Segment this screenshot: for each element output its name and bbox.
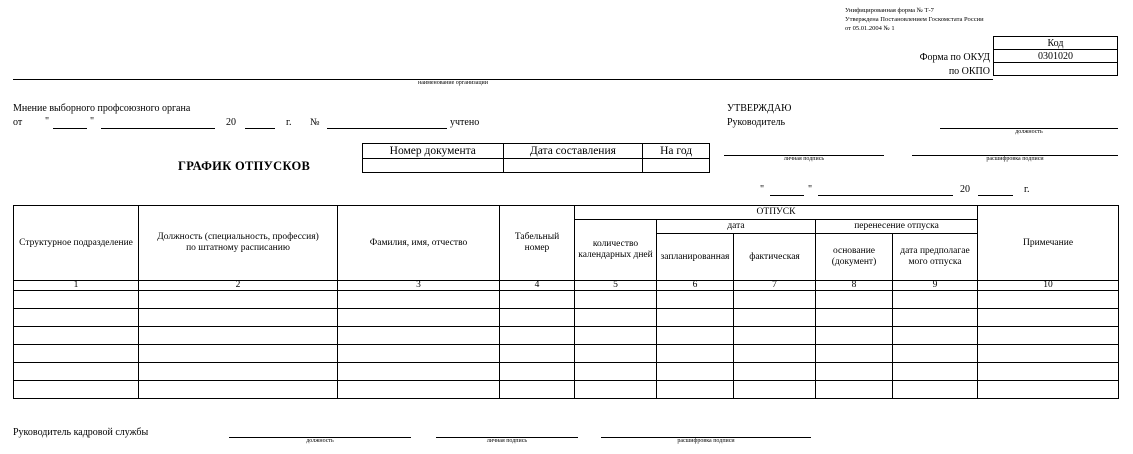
table-cell[interactable]: [338, 381, 500, 399]
code-table: [993, 36, 1118, 76]
col-number: 5: [575, 281, 657, 291]
table-cell[interactable]: [338, 327, 500, 345]
col-header-expected-date: дата предполагаемого отпуска: [893, 234, 978, 281]
col-number: 8: [816, 281, 893, 291]
union-taken-label: учтено: [450, 117, 480, 128]
table-cell[interactable]: [338, 363, 500, 381]
union-number-sign: №: [310, 117, 320, 128]
doc-date-header: Дата составления: [503, 144, 643, 159]
table-cell[interactable]: [500, 345, 575, 363]
table-cell[interactable]: [338, 291, 500, 309]
table-cell[interactable]: [657, 345, 734, 363]
approve-year-prefix: 20: [960, 184, 970, 195]
table-cell[interactable]: [500, 363, 575, 381]
table-cell[interactable]: [816, 309, 893, 327]
table-cell[interactable]: [657, 363, 734, 381]
doc-number-value[interactable]: [363, 159, 504, 173]
union-month-field[interactable]: [101, 128, 215, 129]
doc-date-value[interactable]: [503, 159, 643, 173]
union-opinion-label: Мнение выборного профсоюзного органа: [13, 103, 191, 114]
table-cell[interactable]: [14, 327, 139, 345]
approve-title: УТВЕРЖДАЮ: [727, 103, 792, 114]
table-cell[interactable]: [893, 291, 978, 309]
okpo-label: по ОКПО: [948, 66, 990, 77]
table-cell[interactable]: [978, 363, 1119, 381]
table-cell[interactable]: [500, 327, 575, 345]
table-cell[interactable]: [734, 345, 816, 363]
approve-quote-open: ": [760, 184, 765, 195]
table-cell[interactable]: [338, 345, 500, 363]
table-cell[interactable]: [139, 363, 338, 381]
union-year-prefix: 20: [226, 117, 236, 128]
form-approved-line: Утверждена Постановлением Госкомстата России: [845, 16, 984, 23]
table-cell[interactable]: [816, 291, 893, 309]
table-cell[interactable]: [575, 309, 657, 327]
union-quote-open: ": [45, 116, 50, 127]
table-cell[interactable]: [978, 345, 1119, 363]
table-cell[interactable]: [816, 381, 893, 399]
footer-signature-caption: личная подпись: [486, 438, 528, 444]
table-cell[interactable]: [734, 363, 816, 381]
approve-position-caption: должность: [1015, 129, 1043, 135]
table-cell[interactable]: [139, 381, 338, 399]
vacation-schedule-table: [13, 205, 1119, 399]
col-header-days: количество календарных дней: [575, 220, 657, 281]
table-row: [14, 327, 1119, 345]
union-quote-close: ": [90, 116, 95, 127]
col-number: 6: [657, 281, 734, 291]
approve-year-field[interactable]: [978, 195, 1013, 196]
table-cell[interactable]: [893, 309, 978, 327]
table-cell[interactable]: [338, 309, 500, 327]
table-cell[interactable]: [657, 291, 734, 309]
okud-value[interactable]: 0301020: [994, 50, 1118, 63]
table-cell[interactable]: [14, 291, 139, 309]
col-header-department: Структурное подразделение: [14, 206, 139, 281]
document-info-table: [362, 143, 710, 173]
col-number: 3: [338, 281, 500, 291]
col-number: 1: [14, 281, 139, 291]
table-row: [14, 345, 1119, 363]
col-number: 10: [978, 281, 1119, 291]
union-year-suffix: г.: [286, 117, 292, 128]
table-cell[interactable]: [575, 363, 657, 381]
table-cell[interactable]: [500, 381, 575, 399]
table-cell[interactable]: [575, 291, 657, 309]
col-header-actual: фактическая: [734, 234, 816, 281]
col-header-full-name: Фамилия, имя, отчество: [338, 206, 500, 281]
approve-decode-caption: расшифровка подписи: [986, 156, 1044, 162]
col-header-tab-number: Табельный номер: [500, 206, 575, 281]
union-number-field[interactable]: [327, 128, 447, 129]
footer-position-caption: должность: [306, 438, 334, 444]
okud-label: Форма по ОКУД: [919, 52, 990, 63]
form-number-line: Унифицированная форма № Т-7: [845, 7, 934, 14]
approve-quote-close: ": [808, 184, 813, 195]
table-row: [14, 363, 1119, 381]
code-header: Код: [994, 37, 1118, 50]
table-cell[interactable]: [139, 327, 338, 345]
table-cell[interactable]: [575, 327, 657, 345]
table-cell[interactable]: [978, 381, 1119, 399]
doc-number-header: Номер документа: [363, 144, 504, 159]
footer-decode-caption: расшифровка подписи: [677, 438, 735, 444]
table-cell[interactable]: [734, 291, 816, 309]
table-cell[interactable]: [978, 309, 1119, 327]
table-cell[interactable]: [893, 381, 978, 399]
table-cell[interactable]: [657, 309, 734, 327]
table-row: [14, 309, 1119, 327]
document-title: ГРАФИК ОТПУСКОВ: [178, 159, 311, 173]
col-header-transfer: перенесение отпуска: [816, 220, 978, 234]
approve-head-label: Руководитель: [727, 117, 786, 128]
table-cell[interactable]: [14, 345, 139, 363]
footer-hr-head-label: Руководитель кадровой службы: [13, 427, 149, 438]
union-day-field[interactable]: [53, 128, 87, 129]
union-year-field[interactable]: [245, 128, 275, 129]
table-cell[interactable]: [139, 309, 338, 327]
form-date-line: от 05.01.2004 № 1: [845, 25, 895, 32]
table-cell[interactable]: [893, 363, 978, 381]
approve-signature-caption: личная подпись: [783, 156, 825, 162]
col-number: 9: [893, 281, 978, 291]
table-cell[interactable]: [734, 327, 816, 345]
table-cell[interactable]: [14, 363, 139, 381]
table-cell[interactable]: [500, 309, 575, 327]
table-cell[interactable]: [139, 345, 338, 363]
table-cell[interactable]: [734, 381, 816, 399]
col-number: 7: [734, 281, 816, 291]
col-header-date: дата: [657, 220, 816, 234]
col-header-planned: запланированная: [657, 234, 734, 281]
table-cell[interactable]: [978, 291, 1119, 309]
organization-caption: наименование организации: [418, 80, 488, 86]
doc-year-value[interactable]: [643, 159, 710, 173]
col-number: 4: [500, 281, 575, 291]
col-number: 2: [139, 281, 338, 291]
table-cell[interactable]: [575, 381, 657, 399]
table-cell[interactable]: [139, 291, 338, 309]
table-cell[interactable]: [500, 291, 575, 309]
table-cell[interactable]: [893, 327, 978, 345]
approve-year-suffix: г.: [1024, 184, 1030, 195]
table-row: [14, 381, 1119, 399]
okpo-value[interactable]: [994, 63, 1118, 76]
table-cell[interactable]: [816, 363, 893, 381]
col-header-basis: основание (документ): [816, 234, 893, 281]
doc-year-header: На год: [643, 144, 710, 159]
table-cell[interactable]: [978, 327, 1119, 345]
table-cell[interactable]: [657, 381, 734, 399]
table-cell[interactable]: [816, 345, 893, 363]
form-header-info: [845, 6, 984, 33]
approve-month-field[interactable]: [818, 195, 953, 196]
union-from-label: от: [13, 117, 23, 128]
col-header-vacation: ОТПУСК: [575, 206, 978, 220]
col-header-note: Примечание: [978, 206, 1119, 281]
table-cell[interactable]: [657, 327, 734, 345]
table-cell[interactable]: [816, 327, 893, 345]
table-cell[interactable]: [734, 309, 816, 327]
table-cell[interactable]: [14, 309, 139, 327]
table-cell[interactable]: [575, 345, 657, 363]
approve-day-field[interactable]: [770, 195, 804, 196]
table-cell[interactable]: [14, 381, 139, 399]
col-header-position: Должность (специальность, профессия) по штатному расписанию: [139, 206, 338, 281]
table-row: [14, 291, 1119, 309]
table-cell[interactable]: [893, 345, 978, 363]
